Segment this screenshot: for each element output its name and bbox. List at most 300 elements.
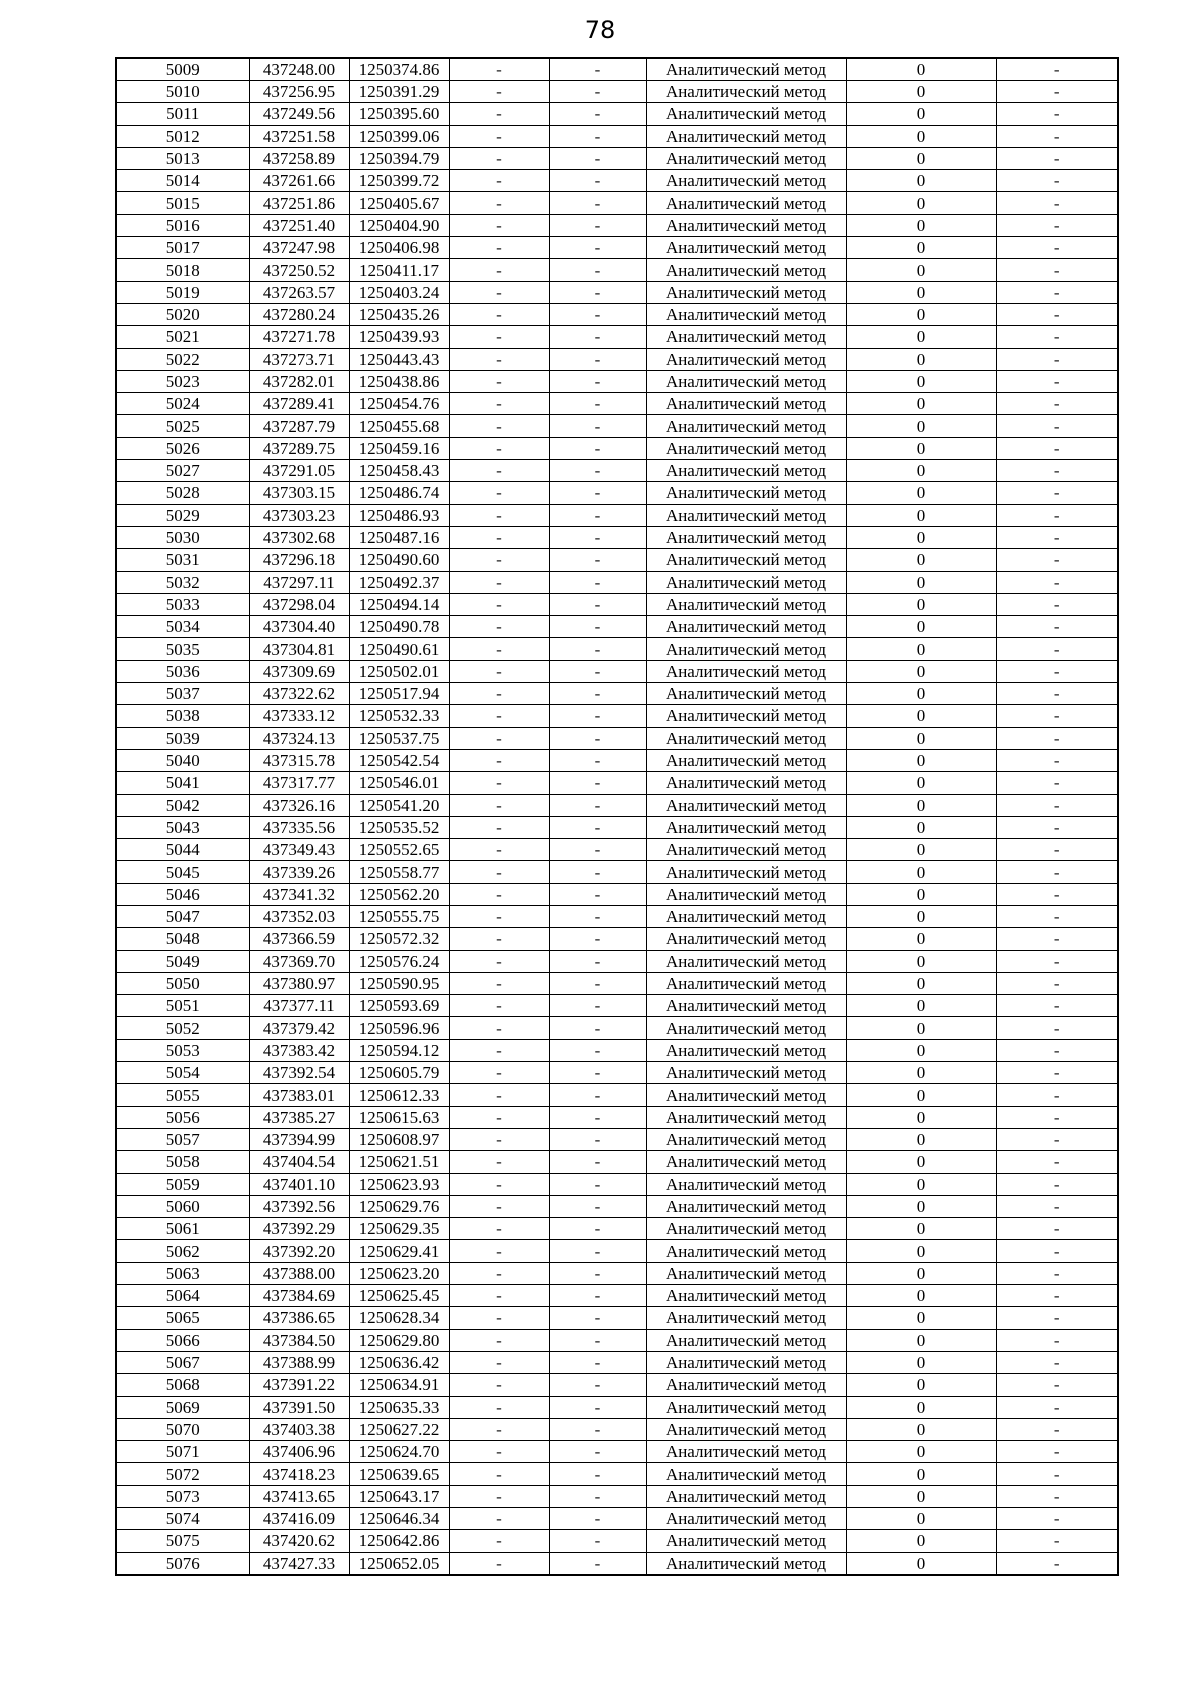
y-coordinate-cell: 1250399.72 xyxy=(349,170,449,192)
point-number-cell: 5048 xyxy=(116,928,249,950)
dash-cell: - xyxy=(996,816,1118,838)
method-cell: Аналитический метод xyxy=(646,1173,846,1195)
method-cell: Аналитический метод xyxy=(646,616,846,638)
table-row xyxy=(116,950,1118,972)
table-row xyxy=(116,972,1118,994)
x-coordinate-cell: 437296.18 xyxy=(249,549,349,571)
x-coordinate-cell: 437388.00 xyxy=(249,1262,349,1284)
y-coordinate-cell: 1250454.76 xyxy=(349,393,449,415)
x-coordinate-cell: 437258.89 xyxy=(249,147,349,169)
dash-cell: - xyxy=(996,616,1118,638)
y-coordinate-cell: 1250572.32 xyxy=(349,928,449,950)
method-cell: Аналитический метод xyxy=(646,1552,846,1575)
value-cell: 0 xyxy=(846,526,996,548)
point-number-cell: 5065 xyxy=(116,1307,249,1329)
dash-cell: - xyxy=(549,1017,646,1039)
point-number-cell: 5018 xyxy=(116,259,249,281)
y-coordinate-cell: 1250486.74 xyxy=(349,482,449,504)
x-coordinate-cell: 437377.11 xyxy=(249,995,349,1017)
x-coordinate-cell: 437392.29 xyxy=(249,1218,349,1240)
y-coordinate-cell: 1250629.76 xyxy=(349,1195,449,1217)
coordinates-table xyxy=(115,57,1119,1576)
x-coordinate-cell: 437391.50 xyxy=(249,1396,349,1418)
dash-cell: - xyxy=(549,370,646,392)
point-number-cell: 5022 xyxy=(116,348,249,370)
dash-cell: - xyxy=(996,460,1118,482)
dash-cell: - xyxy=(996,1329,1118,1351)
value-cell: 0 xyxy=(846,549,996,571)
dash-cell: - xyxy=(449,972,549,994)
x-coordinate-cell: 437394.99 xyxy=(249,1128,349,1150)
point-number-cell: 5066 xyxy=(116,1329,249,1351)
x-coordinate-cell: 437298.04 xyxy=(249,593,349,615)
point-number-cell: 5040 xyxy=(116,749,249,771)
dash-cell: - xyxy=(549,1374,646,1396)
dash-cell: - xyxy=(996,437,1118,459)
x-coordinate-cell: 437248.00 xyxy=(249,58,349,81)
dash-cell: - xyxy=(449,103,549,125)
dash-cell: - xyxy=(996,1262,1118,1284)
y-coordinate-cell: 1250635.33 xyxy=(349,1396,449,1418)
value-cell: 0 xyxy=(846,727,996,749)
method-cell: Аналитический метод xyxy=(646,1195,846,1217)
dash-cell: - xyxy=(549,81,646,103)
table-row xyxy=(116,571,1118,593)
y-coordinate-cell: 1250634.91 xyxy=(349,1374,449,1396)
dash-cell: - xyxy=(996,415,1118,437)
method-cell: Аналитический метод xyxy=(646,259,846,281)
value-cell: 0 xyxy=(846,839,996,861)
y-coordinate-cell: 1250404.90 xyxy=(349,214,449,236)
y-coordinate-cell: 1250623.93 xyxy=(349,1173,449,1195)
dash-cell: - xyxy=(549,928,646,950)
dash-cell: - xyxy=(549,1351,646,1373)
value-cell: 0 xyxy=(846,103,996,125)
y-coordinate-cell: 1250605.79 xyxy=(349,1062,449,1084)
x-coordinate-cell: 437420.62 xyxy=(249,1530,349,1552)
dash-cell: - xyxy=(996,281,1118,303)
y-coordinate-cell: 1250593.69 xyxy=(349,995,449,1017)
dash-cell: - xyxy=(449,1351,549,1373)
value-cell: 0 xyxy=(846,437,996,459)
value-cell: 0 xyxy=(846,147,996,169)
value-cell: 0 xyxy=(846,905,996,927)
dash-cell: - xyxy=(449,995,549,1017)
x-coordinate-cell: 437384.50 xyxy=(249,1329,349,1351)
dash-cell: - xyxy=(549,950,646,972)
method-cell: Аналитический метод xyxy=(646,549,846,571)
y-coordinate-cell: 1250590.95 xyxy=(349,972,449,994)
x-coordinate-cell: 437413.65 xyxy=(249,1485,349,1507)
dash-cell: - xyxy=(996,58,1118,81)
dash-cell: - xyxy=(549,1463,646,1485)
table-row xyxy=(116,1530,1118,1552)
y-coordinate-cell: 1250639.65 xyxy=(349,1463,449,1485)
table-row xyxy=(116,861,1118,883)
dash-cell: - xyxy=(549,839,646,861)
x-coordinate-cell: 437251.86 xyxy=(249,192,349,214)
dash-cell: - xyxy=(996,1151,1118,1173)
y-coordinate-cell: 1250552.65 xyxy=(349,839,449,861)
value-cell: 0 xyxy=(846,81,996,103)
method-cell: Аналитический метод xyxy=(646,861,846,883)
method-cell: Аналитический метод xyxy=(646,1262,846,1284)
table-row xyxy=(116,1151,1118,1173)
dash-cell: - xyxy=(549,1173,646,1195)
method-cell: Аналитический метод xyxy=(646,1017,846,1039)
dash-cell: - xyxy=(449,839,549,861)
method-cell: Аналитический метод xyxy=(646,749,846,771)
dash-cell: - xyxy=(449,905,549,927)
dash-cell: - xyxy=(996,749,1118,771)
dash-cell: - xyxy=(449,504,549,526)
table-row xyxy=(116,1218,1118,1240)
value-cell: 0 xyxy=(846,214,996,236)
dash-cell: - xyxy=(996,794,1118,816)
x-coordinate-cell: 437280.24 xyxy=(249,303,349,325)
method-cell: Аналитический метод xyxy=(646,660,846,682)
y-coordinate-cell: 1250532.33 xyxy=(349,705,449,727)
table-row xyxy=(116,303,1118,325)
y-coordinate-cell: 1250435.26 xyxy=(349,303,449,325)
dash-cell: - xyxy=(996,1552,1118,1575)
dash-cell: - xyxy=(996,1508,1118,1530)
method-cell: Аналитический метод xyxy=(646,1039,846,1061)
value-cell: 0 xyxy=(846,1128,996,1150)
method-cell: Аналитический метод xyxy=(646,415,846,437)
dash-cell: - xyxy=(449,1195,549,1217)
table-row xyxy=(116,1240,1118,1262)
table-row xyxy=(116,1396,1118,1418)
point-number-cell: 5054 xyxy=(116,1062,249,1084)
x-coordinate-cell: 437263.57 xyxy=(249,281,349,303)
y-coordinate-cell: 1250628.34 xyxy=(349,1307,449,1329)
x-coordinate-cell: 437302.68 xyxy=(249,526,349,548)
y-coordinate-cell: 1250494.14 xyxy=(349,593,449,615)
dash-cell: - xyxy=(996,482,1118,504)
table-row xyxy=(116,794,1118,816)
dash-cell: - xyxy=(549,482,646,504)
point-number-cell: 5009 xyxy=(116,58,249,81)
dash-cell: - xyxy=(549,1441,646,1463)
method-cell: Аналитический метод xyxy=(646,1128,846,1150)
dash-cell: - xyxy=(449,460,549,482)
dash-cell: - xyxy=(996,928,1118,950)
x-coordinate-cell: 437304.40 xyxy=(249,616,349,638)
dash-cell: - xyxy=(996,839,1118,861)
table-row xyxy=(116,749,1118,771)
value-cell: 0 xyxy=(846,571,996,593)
point-number-cell: 5053 xyxy=(116,1039,249,1061)
method-cell: Аналитический метод xyxy=(646,816,846,838)
x-coordinate-cell: 437388.99 xyxy=(249,1351,349,1373)
y-coordinate-cell: 1250439.93 xyxy=(349,326,449,348)
value-cell: 0 xyxy=(846,638,996,660)
point-number-cell: 5011 xyxy=(116,103,249,125)
dash-cell: - xyxy=(549,237,646,259)
y-coordinate-cell: 1250642.86 xyxy=(349,1530,449,1552)
dash-cell: - xyxy=(549,526,646,548)
dash-cell: - xyxy=(549,683,646,705)
y-coordinate-cell: 1250403.24 xyxy=(349,281,449,303)
method-cell: Аналитический метод xyxy=(646,192,846,214)
dash-cell: - xyxy=(549,1485,646,1507)
y-coordinate-cell: 1250535.52 xyxy=(349,816,449,838)
dash-cell: - xyxy=(449,861,549,883)
point-number-cell: 5058 xyxy=(116,1151,249,1173)
value-cell: 0 xyxy=(846,1173,996,1195)
point-number-cell: 5070 xyxy=(116,1418,249,1440)
dash-cell: - xyxy=(549,995,646,1017)
point-number-cell: 5025 xyxy=(116,415,249,437)
table-row xyxy=(116,1062,1118,1084)
dash-cell: - xyxy=(449,1017,549,1039)
table-row xyxy=(116,1329,1118,1351)
dash-cell: - xyxy=(449,571,549,593)
dash-cell: - xyxy=(996,1351,1118,1373)
dash-cell: - xyxy=(549,571,646,593)
point-number-cell: 5038 xyxy=(116,705,249,727)
method-cell: Аналитический метод xyxy=(646,883,846,905)
dash-cell: - xyxy=(449,1039,549,1061)
dash-cell: - xyxy=(549,103,646,125)
point-number-cell: 5071 xyxy=(116,1441,249,1463)
x-coordinate-cell: 437352.03 xyxy=(249,905,349,927)
point-number-cell: 5067 xyxy=(116,1351,249,1373)
y-coordinate-cell: 1250486.93 xyxy=(349,504,449,526)
table-row xyxy=(116,1463,1118,1485)
point-number-cell: 5015 xyxy=(116,192,249,214)
dash-cell: - xyxy=(449,749,549,771)
y-coordinate-cell: 1250542.54 xyxy=(349,749,449,771)
dash-cell: - xyxy=(549,1262,646,1284)
method-cell: Аналитический метод xyxy=(646,905,846,927)
point-number-cell: 5016 xyxy=(116,214,249,236)
value-cell: 0 xyxy=(846,995,996,1017)
point-number-cell: 5030 xyxy=(116,526,249,548)
method-cell: Аналитический метод xyxy=(646,1530,846,1552)
value-cell: 0 xyxy=(846,749,996,771)
table-row xyxy=(116,125,1118,147)
dash-cell: - xyxy=(549,1329,646,1351)
dash-cell: - xyxy=(996,504,1118,526)
method-cell: Аналитический метод xyxy=(646,1084,846,1106)
value-cell: 0 xyxy=(846,1485,996,1507)
method-cell: Аналитический метод xyxy=(646,1396,846,1418)
method-cell: Аналитический метод xyxy=(646,1441,846,1463)
value-cell: 0 xyxy=(846,192,996,214)
table-row xyxy=(116,683,1118,705)
table-row xyxy=(116,772,1118,794)
dash-cell: - xyxy=(549,727,646,749)
dash-cell: - xyxy=(449,1151,549,1173)
table-row xyxy=(116,839,1118,861)
y-coordinate-cell: 1250596.96 xyxy=(349,1017,449,1039)
value-cell: 0 xyxy=(846,950,996,972)
dash-cell: - xyxy=(549,1128,646,1150)
method-cell: Аналитический метод xyxy=(646,1418,846,1440)
y-coordinate-cell: 1250594.12 xyxy=(349,1039,449,1061)
x-coordinate-cell: 437379.42 xyxy=(249,1017,349,1039)
table-row xyxy=(116,103,1118,125)
dash-cell: - xyxy=(996,1530,1118,1552)
dash-cell: - xyxy=(996,1173,1118,1195)
point-number-cell: 5014 xyxy=(116,170,249,192)
dash-cell: - xyxy=(996,259,1118,281)
point-number-cell: 5063 xyxy=(116,1262,249,1284)
y-coordinate-cell: 1250558.77 xyxy=(349,861,449,883)
method-cell: Аналитический метод xyxy=(646,437,846,459)
x-coordinate-cell: 437303.15 xyxy=(249,482,349,504)
method-cell: Аналитический метод xyxy=(646,1240,846,1262)
point-number-cell: 5024 xyxy=(116,393,249,415)
x-coordinate-cell: 437303.23 xyxy=(249,504,349,526)
x-coordinate-cell: 437309.69 xyxy=(249,660,349,682)
method-cell: Аналитический метод xyxy=(646,705,846,727)
dash-cell: - xyxy=(449,638,549,660)
value-cell: 0 xyxy=(846,928,996,950)
y-coordinate-cell: 1250490.60 xyxy=(349,549,449,571)
method-cell: Аналитический метод xyxy=(646,348,846,370)
table-row xyxy=(116,928,1118,950)
point-number-cell: 5012 xyxy=(116,125,249,147)
dash-cell: - xyxy=(549,348,646,370)
method-cell: Аналитический метод xyxy=(646,326,846,348)
dash-cell: - xyxy=(996,1128,1118,1150)
x-coordinate-cell: 437324.13 xyxy=(249,727,349,749)
dash-cell: - xyxy=(449,170,549,192)
point-number-cell: 5075 xyxy=(116,1530,249,1552)
dash-cell: - xyxy=(549,1106,646,1128)
method-cell: Аналитический метод xyxy=(646,281,846,303)
table-row xyxy=(116,660,1118,682)
dash-cell: - xyxy=(449,1485,549,1507)
y-coordinate-cell: 1250490.61 xyxy=(349,638,449,660)
method-cell: Аналитический метод xyxy=(646,1285,846,1307)
dash-cell: - xyxy=(449,1062,549,1084)
y-coordinate-cell: 1250394.79 xyxy=(349,147,449,169)
point-number-cell: 5020 xyxy=(116,303,249,325)
dash-cell: - xyxy=(549,549,646,571)
method-cell: Аналитический метод xyxy=(646,504,846,526)
table-row xyxy=(116,1285,1118,1307)
table-row xyxy=(116,1039,1118,1061)
point-number-cell: 5033 xyxy=(116,593,249,615)
y-coordinate-cell: 1250517.94 xyxy=(349,683,449,705)
dash-cell: - xyxy=(549,593,646,615)
table-row xyxy=(116,995,1118,1017)
y-coordinate-cell: 1250562.20 xyxy=(349,883,449,905)
dash-cell: - xyxy=(549,1084,646,1106)
value-cell: 0 xyxy=(846,1508,996,1530)
dash-cell: - xyxy=(449,1285,549,1307)
dash-cell: - xyxy=(996,1418,1118,1440)
table-row xyxy=(116,393,1118,415)
point-number-cell: 5049 xyxy=(116,950,249,972)
value-cell: 0 xyxy=(846,816,996,838)
method-cell: Аналитический метод xyxy=(646,839,846,861)
point-number-cell: 5047 xyxy=(116,905,249,927)
point-number-cell: 5061 xyxy=(116,1218,249,1240)
dash-cell: - xyxy=(549,415,646,437)
dash-cell: - xyxy=(996,303,1118,325)
method-cell: Аналитический метод xyxy=(646,303,846,325)
value-cell: 0 xyxy=(846,1329,996,1351)
dash-cell: - xyxy=(549,660,646,682)
dash-cell: - xyxy=(549,794,646,816)
table-row xyxy=(116,1128,1118,1150)
value-cell: 0 xyxy=(846,1084,996,1106)
dash-cell: - xyxy=(449,192,549,214)
point-number-cell: 5044 xyxy=(116,839,249,861)
table-row xyxy=(116,348,1118,370)
x-coordinate-cell: 437256.95 xyxy=(249,81,349,103)
y-coordinate-cell: 1250608.97 xyxy=(349,1128,449,1150)
table-row xyxy=(116,415,1118,437)
y-coordinate-cell: 1250629.80 xyxy=(349,1329,449,1351)
dash-cell: - xyxy=(449,1463,549,1485)
x-coordinate-cell: 437287.79 xyxy=(249,415,349,437)
value-cell: 0 xyxy=(846,1262,996,1284)
x-coordinate-cell: 437416.09 xyxy=(249,1508,349,1530)
table-row xyxy=(116,727,1118,749)
y-coordinate-cell: 1250623.20 xyxy=(349,1262,449,1284)
dash-cell: - xyxy=(996,883,1118,905)
x-coordinate-cell: 437391.22 xyxy=(249,1374,349,1396)
table-row xyxy=(116,549,1118,571)
value-cell: 0 xyxy=(846,303,996,325)
x-coordinate-cell: 437289.75 xyxy=(249,437,349,459)
point-number-cell: 5055 xyxy=(116,1084,249,1106)
method-cell: Аналитический метод xyxy=(646,1485,846,1507)
value-cell: 0 xyxy=(846,1218,996,1240)
value-cell: 0 xyxy=(846,504,996,526)
method-cell: Аналитический метод xyxy=(646,972,846,994)
dash-cell: - xyxy=(449,125,549,147)
value-cell: 0 xyxy=(846,1307,996,1329)
dash-cell: - xyxy=(996,727,1118,749)
x-coordinate-cell: 437304.81 xyxy=(249,638,349,660)
value-cell: 0 xyxy=(846,772,996,794)
value-cell: 0 xyxy=(846,1195,996,1217)
table-row xyxy=(116,237,1118,259)
method-cell: Аналитический метод xyxy=(646,1351,846,1373)
dash-cell: - xyxy=(449,1418,549,1440)
dash-cell: - xyxy=(996,103,1118,125)
dash-cell: - xyxy=(996,571,1118,593)
dash-cell: - xyxy=(996,1396,1118,1418)
dash-cell: - xyxy=(449,348,549,370)
x-coordinate-cell: 437392.54 xyxy=(249,1062,349,1084)
dash-cell: - xyxy=(549,1285,646,1307)
x-coordinate-cell: 437250.52 xyxy=(249,259,349,281)
x-coordinate-cell: 437380.97 xyxy=(249,972,349,994)
x-coordinate-cell: 437249.56 xyxy=(249,103,349,125)
dash-cell: - xyxy=(449,1262,549,1284)
point-number-cell: 5032 xyxy=(116,571,249,593)
method-cell: Аналитический метод xyxy=(646,794,846,816)
dash-cell: - xyxy=(996,214,1118,236)
point-number-cell: 5046 xyxy=(116,883,249,905)
table-row xyxy=(116,170,1118,192)
method-cell: Аналитический метод xyxy=(646,1508,846,1530)
y-coordinate-cell: 1250612.33 xyxy=(349,1084,449,1106)
dash-cell: - xyxy=(996,1285,1118,1307)
dash-cell: - xyxy=(996,237,1118,259)
value-cell: 0 xyxy=(846,1463,996,1485)
x-coordinate-cell: 437418.23 xyxy=(249,1463,349,1485)
value-cell: 0 xyxy=(846,794,996,816)
